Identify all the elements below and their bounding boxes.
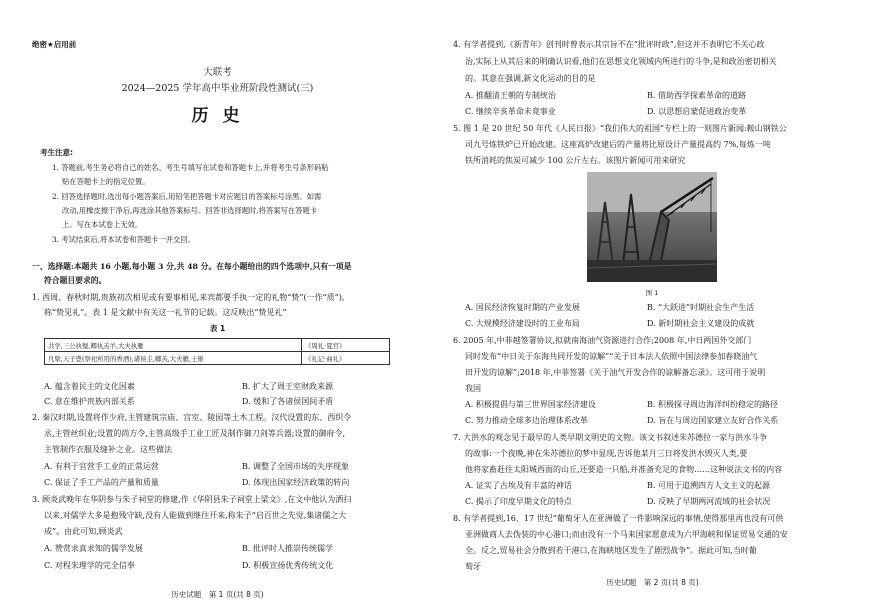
- table-row: [45, 339, 390, 352]
- option-d: D. 体现出国家经济政策的转向: [242, 478, 350, 487]
- option-b: B. 借助西学探索革命的道路: [647, 91, 746, 100]
- question-line: 治,实际上从其后来的明确认识看,他们在思想文化领域内所进行的斗争,是和政治密切相关: [465, 57, 777, 66]
- table-cell: 《礼记·曲礼》: [302, 352, 390, 365]
- option-d: D. 以思想启蒙促进政治变革: [647, 107, 747, 116]
- question-line: 成”。由此可知,顾炎武: [44, 527, 123, 536]
- question-line: 的故事:一个夜晚,神在朱苏德拉的梦中显现,告诉他某月三日将发洪水毁灭人类,要: [465, 449, 748, 458]
- question-line: 丞,主管丝织业;设置的尚方令,主管高级手工业工匠及制作御刀剑等兵器;设置的御府令,: [44, 429, 346, 438]
- option-d: D. 旨在与周边国家建立友好合作关系: [647, 416, 779, 425]
- option-a: A. 有利于官营手工业的正常运营: [44, 462, 159, 471]
- secret-mark: 绝密★启用前: [32, 40, 77, 49]
- note-line: 1. 答题前,考生务必将自己的姓名、考生号填写在试卷和答题卡上,并将考生号条形码粘: [52, 163, 329, 172]
- option-a: A. 赞赏求真求知的儒学发展: [44, 544, 143, 553]
- option-c: C. 揭示了印度早期文化的特点: [465, 497, 572, 506]
- table-cell: 凡挚,天子鬯(祭祀所用的香酒),诸侯圭,卿羔,大夫雁,士雉: [45, 352, 302, 365]
- option-c: C. 意在维护贵族内部关系: [44, 397, 135, 406]
- option-a: A. 积极提倡与第三世界国家经济建设: [465, 400, 596, 409]
- question-line: 以来,对儒学大多是抱残守缺,没有人能做到继往开来,称朱子“启百世之先觉,集诸儒之大: [44, 511, 347, 520]
- question-line: 我国: [465, 384, 481, 393]
- question-line: 司九号炼铁炉已开始改建。这座高炉改建后的产量将比原设计产量提高约 7%,每炼一吨: [465, 140, 771, 149]
- question-line: 同时发布“中日关于东海共同开发的谅解”“关于日本法人依照中国法律参加春晓油气: [465, 352, 758, 361]
- question-line: 主管制作衣服及缝补之业。这些做法: [44, 445, 172, 454]
- question-line: 8. 有学者提到,16、17 世纪“葡萄牙人在亚洲做了一件影响深远的事情,使得那里再也没有可供: [453, 514, 784, 523]
- notes-heading: 考生注意:: [40, 148, 73, 157]
- option-b: B. 批评时人推崇传统儒学: [242, 544, 333, 553]
- option-c: C. 继续辛亥革命未竟事业: [465, 107, 556, 116]
- subject-title: 历 史: [191, 106, 244, 126]
- option-b: B. 扩大了周王室财政来源: [242, 382, 333, 391]
- option-b: B. 积极探寻周边海洋纠纷稳定的路径: [647, 400, 778, 409]
- table-caption: 表 1: [209, 324, 226, 333]
- question-line: 7. 大洪水的观念见于最早的人类早期文明史的文物。该文书叙述朱苏德拉一家与洪水斗争: [453, 433, 768, 442]
- option-a: A. 蕴含着民主的文化因素: [44, 382, 135, 391]
- question-line: 4. 有学者提到,《新青年》创刊时曾表示其宗旨不在“批评时政”,但这并不表明它不关心政: [453, 40, 765, 49]
- question-line: 田开发的谅解”;2018 年,中菲签署《关于油气开发合作的谅解备忘录》。这可用于说明: [465, 368, 766, 377]
- option-d: D. 缓和了各诸侯国间矛盾: [242, 397, 334, 406]
- note-line: 改动,用橡皮擦干净后,再选涂其他答案标号。回答非选择题时,将答案写在答题卡: [62, 206, 318, 215]
- option-d: D. 积极宣扬优秀传统文化: [242, 561, 334, 570]
- figure-caption: 图 1: [645, 289, 659, 297]
- question-line: 称“贽见礼”。表 1 是文献中有关这一礼节的记载。这反映出“贽见礼”: [44, 308, 287, 317]
- option-b: B. 可用于追溯四方人文主义的起源: [647, 481, 770, 490]
- right-page: [435, 0, 870, 615]
- question-line: 的。其意在强调,新文化运动的目的是: [465, 74, 596, 83]
- option-d: D. 新时期社会主义建设的成就: [647, 319, 755, 328]
- option-a: A. 推翻清王朝的专制统治: [465, 91, 556, 100]
- option-b: B. 调整了全国市场的失序现象: [242, 462, 349, 471]
- question-line: 1. 西周、春秋时期,贵族初次相见或有要事相见,来宾都要手执一定的礼物“贽”(一作“质”),: [32, 293, 345, 302]
- question-line: 6. 2005 年,中菲越签署协议,拟就南海油气资源进行合作;2008 年,中日两国外交部门: [453, 336, 752, 345]
- table-cell: 《周礼·夏官》: [302, 339, 390, 352]
- option-a: A. 国民经济恢复时期的产业发展: [465, 303, 580, 312]
- question-line: 2. 秦汉时期,设置将作少府,主管建筑宗庙、宫室、陵园等土木工程。汉代设置的东、西织令: [32, 413, 352, 422]
- option-c: C. 保证了手工产品的产量和质量: [44, 478, 159, 487]
- table-row: [45, 352, 390, 365]
- question-line: 他将家畜赶往太阳城西面的山丘,还要造一只船,并准备充足的食物……这种说法文书的内容: [465, 465, 783, 474]
- note-line: 2. 回答选择题时,选出每小题答案后,用铅笔把答题卡对应题目的答案标号涂黑。如需: [52, 192, 322, 201]
- construction-scene-icon: [587, 172, 717, 282]
- question-line: 全。反之,贸易社会分散到若干港口,在海峡地区发生了剧烈战争”。据此可知,当时葡: [465, 546, 757, 555]
- exam-series: 大联考: [203, 67, 232, 78]
- question-line: 5. 图 1 是 20 世纪 50 年代《人民日报》“我们伟大的祖国”专栏上的一则图片新闻:鞍山钢铁公: [453, 124, 787, 133]
- note-line: 上。写在本试卷上无效。: [62, 220, 143, 229]
- blast-furnace-photo: [587, 172, 717, 282]
- question-line: 亚洲做商人去伪装的中心港口;而由没有一个马来国家愿意成为六甲海峡和保证贸易交通的安: [465, 530, 788, 539]
- table-1: [44, 338, 390, 365]
- option-b: B. “大跃进”时期社会生产生活: [647, 303, 755, 312]
- page-footer: 历史试题 第 1 页(共 8 页): [171, 590, 264, 599]
- option-d: D. 反映了早期两河流域的社会状况: [647, 497, 771, 506]
- page-footer: 历史试题 第 2 页(共 8 页): [606, 578, 699, 587]
- option-c: C. 大规模经济建设时的工业布局: [465, 319, 580, 328]
- option-c: C. 努力推动全球多边治理体系改革: [465, 416, 588, 425]
- exam-title: 2024—2025 学年高中毕业班阶段性测试(三): [121, 83, 314, 94]
- section-heading-cont: 符合题目要求的。: [44, 276, 107, 285]
- option-c: C. 对程朱理学的完全信奉: [44, 561, 135, 570]
- question-line: 萄牙: [465, 562, 481, 571]
- option-a: A. 证实了古埃及有丰富的神话: [465, 481, 572, 490]
- note-line: 3. 考试结束后,将本试卷和答题卡一并交回。: [52, 235, 195, 244]
- note-line: 贴在答题卡上的指定位置。: [62, 177, 150, 186]
- question-line: 3. 顾炎武晚年在华阴参与朱子祠堂的修建,作《华阴县朱子祠堂上梁文》,在文中他认为洒扫: [32, 495, 352, 504]
- table-cell: 共学,三公执璧,卿执羔羊,大夫执雁: [45, 339, 302, 352]
- section-heading: 一、选择题:本题共 16 小题,每小题 3 分,共 48 分。在每小题给出的四个选项中,只有一项是: [32, 262, 352, 271]
- question-line: 铁所消耗的焦炭可减少 100 公斤左右。该图片新闻可用来研究: [465, 156, 686, 165]
